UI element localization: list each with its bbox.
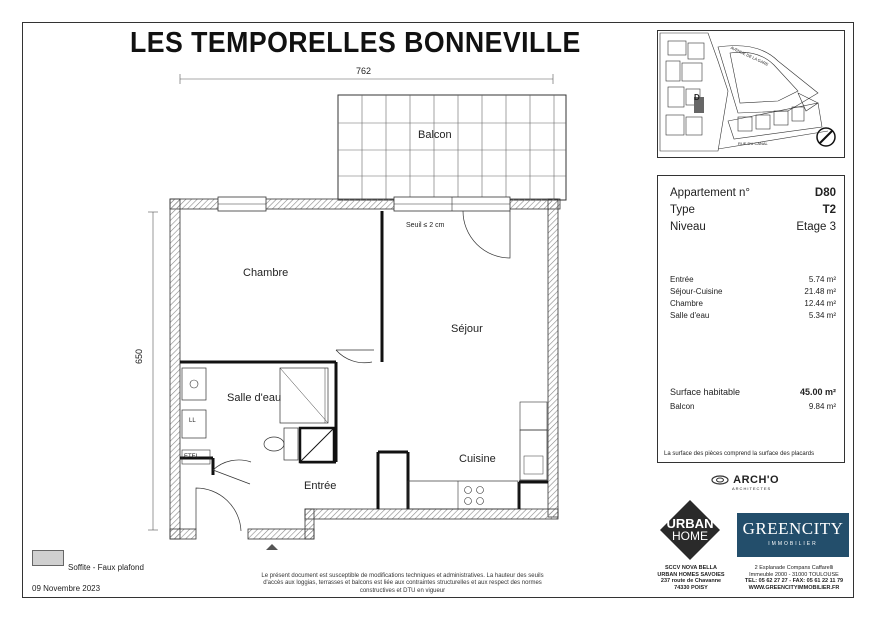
balcony-surface-row [670,402,836,411]
washbasin [182,368,206,400]
address-line: SCCV NOVA BELLA [665,565,717,571]
address-line: URBAN HOMES SAVOIES [657,571,725,578]
type-row [670,204,836,216]
room-label-salle-deau: Salle d'eau [227,392,282,404]
location-label-rue: RUE DU CANAL [738,141,768,146]
surface-label: Salle d'eau [670,311,710,320]
surface-value: 21.48 m² [804,287,836,296]
archio-name: ARCH'O [733,474,780,486]
surface-value: 5.34 m² [808,311,836,320]
surface-value: 5.74 m² [808,275,836,284]
balcony-surface-label: Balcon [670,402,695,411]
apartment-number-label: Appartement n° [670,187,751,199]
soffite-legend-swatch [32,550,64,566]
apartment-number-row [670,187,836,199]
toilet [264,428,298,460]
document-date: 09 Novembre 2023 [32,584,101,593]
technical-shaft [300,428,334,462]
archio-sub: ARCHITECTES [732,486,772,491]
surface-row [670,275,836,284]
disclaimer: Le présent document est susceptible de modifications techniques et administratives. La hauteur des seuils d'accès aux loggias, terrasses et balcons est liée aux contraintes structurelles et aux respect des normes constructives et DTU en vigueur [261,573,544,594]
balcony-door-swing [463,211,510,258]
surface-note: La surface des pièces comprend la surface des placards [664,451,815,457]
room-label-sejour: Séjour [451,323,483,335]
balcony-tiles [338,95,566,200]
address-line: WWW.GREENCITYIMMOBILIER.FR [748,584,840,591]
urban-home-line1: URBAN [666,516,714,531]
address-line: 237 route de Chavanne [660,578,722,584]
width-dimension-label: 762 [356,66,372,76]
soffite-legend-label: Soffite - Faux plafond [68,563,144,572]
page-title: LES TEMPORELLES BONNEVILLE [130,27,581,59]
surface-value: 12.44 m² [804,299,836,308]
level-label: Niveau [670,221,706,233]
ll-label: LL [189,418,196,424]
shower [280,368,328,423]
type-label: Type [670,204,695,216]
level-row [670,221,836,233]
apartment-info-box [657,175,845,463]
exterior-walls [170,197,560,539]
height-dimension-label: 650 [134,348,144,364]
location-marker: D [694,93,700,102]
entrance-arrow-icon [266,544,278,550]
archio-swirl-icon [710,474,730,486]
address-line: 74330 POISY [674,584,708,591]
habitable-surface-row [670,387,836,397]
height-dimension [148,212,158,530]
habitable-surface-value: 45.00 m² [799,387,836,397]
urban-home-line2: HOME [672,529,708,543]
address-line: TEL: 05 62 27 27 - FAX: 05 61 22 11 79 [744,578,844,584]
surface-label: Chambre [670,299,703,308]
greencity-sub: IMMOBILIER [768,541,818,547]
location-map-drawing [658,31,845,158]
north-arrow-icon [817,128,835,146]
archio-logo [710,474,780,491]
greencity-address [735,565,853,591]
etel-label: ETEL [184,454,200,460]
type-value: T2 [822,204,836,216]
surface-row [670,287,836,296]
balcony-surface-value: 9.84 m² [808,402,836,411]
laundry-box [182,410,206,438]
apartment-number-value: D80 [814,187,836,199]
level-value: Etage 3 [796,221,836,233]
urban-home-address [655,565,727,591]
room-label-cuisine: Cuisine [459,453,496,465]
location-map [657,30,845,158]
bathroom-door [213,460,251,484]
greencity-logo [737,513,849,557]
room-label-chambre: Chambre [243,267,289,279]
address-line: 2 Esplanade Compans Caffarelli [754,565,834,571]
surface-row [670,311,836,320]
entrance-door [196,488,241,531]
surface-label: Entrée [670,275,694,284]
room-label-entree: Entrée [304,480,337,492]
greencity-name: GREENCITY [742,519,844,538]
address-line: Immeuble 2000 - 31000 TOULOUSE [749,571,839,578]
surface-label: Séjour-Cuisine [670,287,723,296]
urban-home-logo [660,500,720,560]
surface-row [670,299,836,308]
habitable-surface-label: Surface habitable [670,387,741,397]
room-label-balcon: Balcon [418,129,452,141]
threshold-label: Seuil ≤ 2 cm [406,222,445,229]
chambre-door [336,350,374,363]
location-label-avenue: AVENUE DE LA GARE [729,45,770,67]
